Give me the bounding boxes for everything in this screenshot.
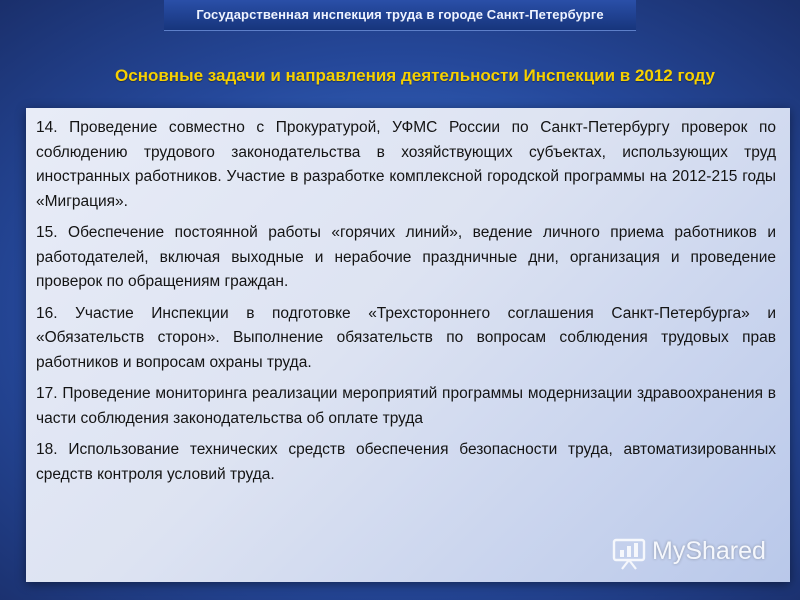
task-item-15: 15. Обеспечение постоянной работы «горячих линий», ведение личного приема работников и работодателей, включая выходные и нерабочие праздничные дни, организация и проведение проверок по обращениям граждан. [36,224,776,290]
task-item-14: 14. Проведение совместно с Прокуратурой, УФМС России по Санкт-Петербургу проверок по соблюдению трудового законодательства в хозяйствующих субъектах, использующих труд иностранных работников. Участие в разработке комплексной городской программы на 2012-215 годы «Миграция». [36,119,776,210]
presentation-board-icon [612,538,646,570]
watermark-text: MyShared [652,537,766,565]
slide-title: Основные задачи и направления деятельности Инспекции в 2012 году [115,66,715,85]
header-bar [164,0,636,31]
header-title: Государственная инспекция труда в городе Санкт-Петербурге [196,7,604,22]
task-list [36,116,776,494]
task-item-17: 17. Проведение мониторинга реализации мероприятий программы модернизации здравоохранения в части соблюдения законодательства об оплате труда [36,385,776,427]
task-item-16: 16. Участие Инспекции в подготовке «Трехстороннего соглашения Санкт-Петербурга» и «Обязательств сторон». Выполнение обязательств по вопросам соблюдения трудовых прав работников и вопросам охраны труда. [36,304,776,371]
task-item-18: 18. Использование технических средств обеспечения безопасности труда, автоматизированных средств контроля условий труда. [36,441,776,483]
